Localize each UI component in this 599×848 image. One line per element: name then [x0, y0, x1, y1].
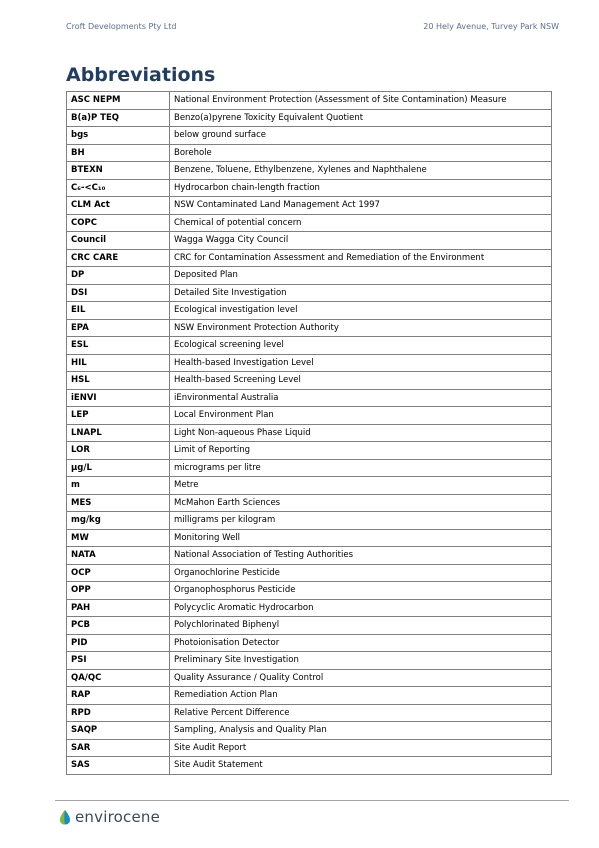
- table-row: [67, 214, 552, 232]
- abbreviation-definition: National Environment Protection (Assessment of Site Contamination) Measure: [170, 92, 552, 110]
- table-row: [67, 424, 552, 442]
- abbreviation-definition: Polychlorinated Biphenyl: [170, 617, 552, 635]
- abbreviation-definition: below ground surface: [170, 127, 552, 145]
- abbreviation-term: HSL: [67, 372, 170, 390]
- abbreviation-term: SAQP: [67, 722, 170, 740]
- table-row: [67, 232, 552, 250]
- table-row: [67, 459, 552, 477]
- abbreviation-term: SAS: [67, 757, 170, 775]
- page-header: [66, 22, 559, 31]
- table-row: [67, 144, 552, 162]
- abbreviation-definition: McMahon Earth Sciences: [170, 494, 552, 512]
- abbreviation-term: NATA: [67, 547, 170, 565]
- table-row: [67, 337, 552, 355]
- table-row: [67, 652, 552, 670]
- table-row: [67, 599, 552, 617]
- abbreviation-definition: Light Non-aqueous Phase Liquid: [170, 424, 552, 442]
- abbreviation-definition: Preliminary Site Investigation: [170, 652, 552, 670]
- abbreviation-definition: Wagga Wagga City Council: [170, 232, 552, 250]
- abbreviation-term: DP: [67, 267, 170, 285]
- abbreviation-definition: NSW Environment Protection Authority: [170, 319, 552, 337]
- abbreviation-term: µg/L: [67, 459, 170, 477]
- logo-text: envirocene: [75, 808, 161, 826]
- abbreviation-definition: CRC for Contamination Assessment and Remediation of the Environment: [170, 249, 552, 267]
- abbreviation-definition: Quality Assurance / Quality Control: [170, 669, 552, 687]
- table-row: [67, 512, 552, 530]
- table-row: [67, 354, 552, 372]
- abbreviation-definition: Chemical of potential concern: [170, 214, 552, 232]
- page-title: Abbreviations: [66, 64, 216, 86]
- table-row: [67, 442, 552, 460]
- abbreviation-definition: Benzo(a)pyrene Toxicity Equivalent Quotient: [170, 109, 552, 127]
- abbreviation-term: m: [67, 477, 170, 495]
- abbreviation-definition: Benzene, Toluene, Ethylbenzene, Xylenes and Naphthalene: [170, 162, 552, 180]
- abbreviation-definition: Local Environment Plan: [170, 407, 552, 425]
- table-row: [67, 564, 552, 582]
- abbreviation-term: PSI: [67, 652, 170, 670]
- abbreviation-definition: Organochlorine Pesticide: [170, 564, 552, 582]
- abbreviation-term: PAH: [67, 599, 170, 617]
- table-row: [67, 372, 552, 390]
- abbreviation-definition: Monitoring Well: [170, 529, 552, 547]
- abbreviation-definition: National Association of Testing Authorities: [170, 547, 552, 565]
- abbreviation-term: ESL: [67, 337, 170, 355]
- table-row: [67, 669, 552, 687]
- abbreviation-term: EPA: [67, 319, 170, 337]
- table-row: [67, 389, 552, 407]
- abbreviation-term: LEP: [67, 407, 170, 425]
- table-row: [67, 722, 552, 740]
- table-row: [67, 617, 552, 635]
- abbreviation-term: B(a)P TEQ: [67, 109, 170, 127]
- table-row: [67, 109, 552, 127]
- abbreviation-definition: Health-based Investigation Level: [170, 354, 552, 372]
- abbreviation-definition: Deposited Plan: [170, 267, 552, 285]
- abbreviations-table-body: [67, 92, 552, 775]
- abbreviation-term: mg/kg: [67, 512, 170, 530]
- abbreviation-term: bgs: [67, 127, 170, 145]
- abbreviation-term: ASC NEPM: [67, 92, 170, 110]
- abbreviation-definition: Organophosphorus Pesticide: [170, 582, 552, 600]
- abbreviation-term: BH: [67, 144, 170, 162]
- footer-divider: [55, 800, 569, 801]
- abbreviation-definition: Limit of Reporting: [170, 442, 552, 460]
- site-address: 20 Hely Avenue, Turvey Park NSW: [423, 22, 559, 31]
- abbreviation-definition: Polycyclic Aromatic Hydrocarbon: [170, 599, 552, 617]
- leaf-drop-icon: [58, 809, 72, 825]
- abbreviation-definition: Health-based Screening Level: [170, 372, 552, 390]
- abbreviation-term: COPC: [67, 214, 170, 232]
- table-row: [67, 162, 552, 180]
- abbreviation-definition: Metre: [170, 477, 552, 495]
- table-row: [67, 529, 552, 547]
- abbreviation-definition: milligrams per kilogram: [170, 512, 552, 530]
- abbreviation-term: SAR: [67, 739, 170, 757]
- abbreviation-term: Council: [67, 232, 170, 250]
- abbreviation-term: C₆-<C₁₀: [67, 179, 170, 197]
- abbreviation-term: LOR: [67, 442, 170, 460]
- abbreviation-definition: Ecological screening level: [170, 337, 552, 355]
- abbreviation-term: QA/QC: [67, 669, 170, 687]
- abbreviation-term: BTEXN: [67, 162, 170, 180]
- table-row: [67, 407, 552, 425]
- abbreviations-table: [66, 91, 552, 775]
- table-row: [67, 757, 552, 775]
- abbreviation-term: MES: [67, 494, 170, 512]
- table-row: [67, 267, 552, 285]
- abbreviation-definition: iEnvironmental Australia: [170, 389, 552, 407]
- table-row: [67, 319, 552, 337]
- table-row: [67, 704, 552, 722]
- abbreviation-term: PCB: [67, 617, 170, 635]
- table-row: [67, 687, 552, 705]
- abbreviation-definition: Site Audit Report: [170, 739, 552, 757]
- abbreviation-definition: Hydrocarbon chain-length fraction: [170, 179, 552, 197]
- envirocene-logo: [58, 808, 160, 826]
- table-row: [67, 92, 552, 110]
- table-row: [67, 477, 552, 495]
- abbreviation-definition: NSW Contaminated Land Management Act 1997: [170, 197, 552, 215]
- abbreviation-definition: Site Audit Statement: [170, 757, 552, 775]
- table-row: [67, 739, 552, 757]
- abbreviation-term: PID: [67, 634, 170, 652]
- table-row: [67, 284, 552, 302]
- table-row: [67, 582, 552, 600]
- table-row: [67, 179, 552, 197]
- abbreviation-term: OPP: [67, 582, 170, 600]
- abbreviation-definition: Photoionisation Detector: [170, 634, 552, 652]
- abbreviation-term: MW: [67, 529, 170, 547]
- abbreviation-definition: micrograms per litre: [170, 459, 552, 477]
- abbreviation-term: LNAPL: [67, 424, 170, 442]
- table-row: [67, 302, 552, 320]
- abbreviation-term: RAP: [67, 687, 170, 705]
- abbreviation-term: EIL: [67, 302, 170, 320]
- company-name: Croft Developments Pty Ltd: [66, 22, 177, 31]
- table-row: [67, 494, 552, 512]
- table-row: [67, 634, 552, 652]
- abbreviation-definition: Borehole: [170, 144, 552, 162]
- abbreviation-term: iENVI: [67, 389, 170, 407]
- abbreviation-term: CLM Act: [67, 197, 170, 215]
- abbreviation-definition: Ecological investigation level: [170, 302, 552, 320]
- abbreviation-term: CRC CARE: [67, 249, 170, 267]
- table-row: [67, 249, 552, 267]
- table-row: [67, 127, 552, 145]
- abbreviation-term: DSI: [67, 284, 170, 302]
- abbreviation-term: OCP: [67, 564, 170, 582]
- abbreviation-term: HIL: [67, 354, 170, 372]
- abbreviation-definition: Detailed Site Investigation: [170, 284, 552, 302]
- abbreviation-term: RPD: [67, 704, 170, 722]
- abbreviation-definition: Sampling, Analysis and Quality Plan: [170, 722, 552, 740]
- abbreviation-definition: Remediation Action Plan: [170, 687, 552, 705]
- abbreviation-definition: Relative Percent Difference: [170, 704, 552, 722]
- table-row: [67, 197, 552, 215]
- table-row: [67, 547, 552, 565]
